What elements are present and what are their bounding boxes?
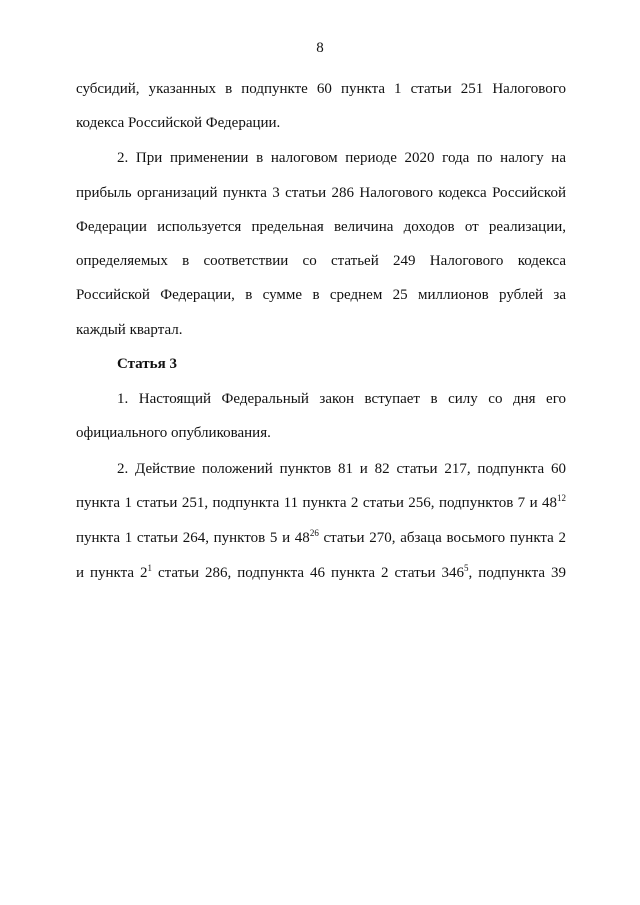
text-line: каждый квартал. xyxy=(76,322,183,338)
page-number: 8 xyxy=(316,40,324,56)
text-run: пункта 1 статьи 264, пунктов 5 и 48 xyxy=(76,530,310,546)
superscript: 5 xyxy=(464,563,469,573)
text-line: определяемых в соответствии со статьей 249 Налогового кодекса xyxy=(76,253,566,269)
text-run: статьи 286, подпункта 46 пункта 2 статьи 346 xyxy=(152,565,465,581)
text-run: статьи 270, абзаца восьмого пункта 2 xyxy=(318,530,566,546)
text-line xyxy=(76,529,566,547)
text-run: и пункта 2 xyxy=(76,565,148,581)
text-line: 2. При применении в налоговом периоде 2020 года по налогу на xyxy=(117,150,566,166)
text-line: 1. Настоящий Федеральный закон вступает в силу со дня его xyxy=(117,391,566,407)
text-line: Федерации используется предельная величина доходов от реализации, xyxy=(76,219,566,235)
superscript: 1 xyxy=(147,563,153,573)
text-line: прибыль организаций пункта 3 статьи 286 Налогового кодекса Российской xyxy=(76,185,566,201)
text-line: кодекса Российской Федерации. xyxy=(76,115,281,131)
text-run: пункта 1 статьи 251, подпункта 11 пункта 2 статьи 256, подпунктов 7 и 48 xyxy=(76,495,557,511)
text-line: субсидий, указанных в подпункте 60 пункта 1 статьи 251 Налогового xyxy=(76,81,566,97)
text-line xyxy=(76,494,566,512)
text-line: 2. Действие положений пунктов 81 и 82 статьи 217, подпункта 60 xyxy=(117,461,566,477)
superscript: 26 xyxy=(309,528,319,538)
article-heading: Статья 3 xyxy=(117,356,177,372)
text-line xyxy=(76,564,566,582)
superscript: 12 xyxy=(557,493,566,503)
text-line: официального опубликования. xyxy=(76,425,271,441)
text-line: Российской Федерации, в сумме в среднем 25 миллионов рублей за xyxy=(76,287,566,303)
text-run: , подпункта 39 xyxy=(468,565,566,581)
